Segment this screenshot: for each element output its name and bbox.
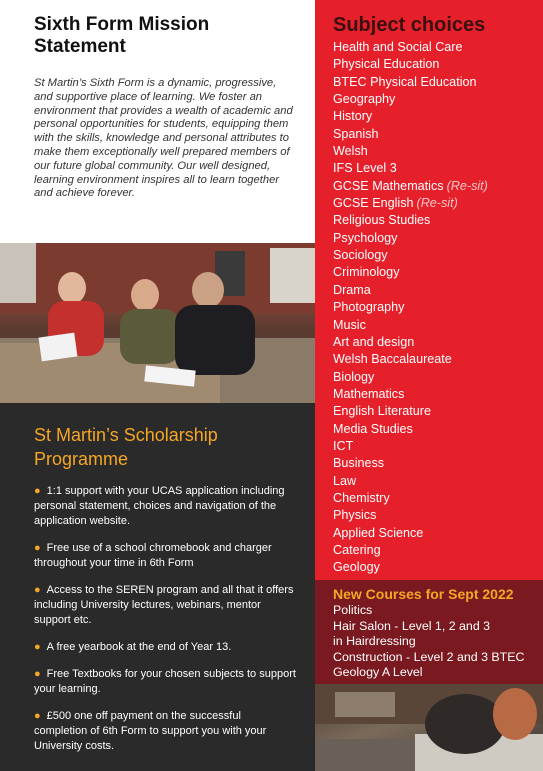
students-photo <box>0 243 315 403</box>
bullet-icon: ● <box>34 710 41 722</box>
list-item: Construction - Level 2 and 3 BTEC <box>333 649 525 664</box>
subject-item: GCSE Mathematics (Re-sit) <box>333 178 488 193</box>
subject-item: Mathematics <box>333 386 405 401</box>
bullet-icon: ● <box>34 641 41 653</box>
subject-item: Applied Science <box>333 525 424 540</box>
subjects-list <box>333 39 488 577</box>
subject-item: Law <box>333 473 357 488</box>
subject-item: Photography <box>333 300 405 315</box>
list-item: ● 1:1 support with your UCAS application including personal statement, choices and navigation of the application website. <box>34 485 285 527</box>
subject-item: Catering <box>333 542 381 557</box>
scholarship-programme <box>0 403 315 771</box>
subject-item: Media Studies <box>333 421 413 436</box>
subject-item: Physical Education <box>333 57 440 72</box>
subject-item: Geology <box>333 560 380 575</box>
list-item: in Hairdressing <box>333 634 416 649</box>
list-item: ● A free yearbook at the end of Year 13. <box>34 641 232 653</box>
subject-item: Criminology <box>333 265 400 280</box>
subject-item: English Literature <box>333 404 432 419</box>
new-courses-list <box>333 603 524 681</box>
subject-item: Spanish <box>333 126 379 141</box>
subject-item: Health and Social Care <box>333 40 463 54</box>
subject-item: ICT <box>333 438 354 453</box>
subject-item: Art and design <box>333 334 415 349</box>
subject-item: Physics <box>333 508 377 523</box>
bullet-icon: ● <box>34 542 41 554</box>
students-photo-illustration <box>0 243 315 403</box>
list-item: Hair Salon - Level 1, 2 and 3 <box>333 618 491 633</box>
list-item: ● Free use of a school chromebook and charger throughout your time in 6th Form <box>34 542 272 569</box>
subject-item: Drama <box>333 282 371 297</box>
subject-item: Welsh Baccalaureate <box>333 352 452 367</box>
resit-note: (Re-sit) <box>446 178 488 193</box>
bullet-icon: ● <box>34 584 41 596</box>
scholarship-list <box>34 484 296 766</box>
subject-item: Chemistry <box>333 490 390 505</box>
new-courses <box>315 580 543 684</box>
classroom-photo-illustration <box>315 684 543 771</box>
mission-title: Sixth Form Mission Statement <box>34 14 210 57</box>
bullet-icon: ● <box>34 668 41 680</box>
subject-item: Religious Studies <box>333 213 431 228</box>
subject-item: Business <box>333 456 385 471</box>
subject-item: Sociology <box>333 248 388 263</box>
mission-body: St Martin’s Sixth Form is a dynamic, progressive, and supportive place of learning. We foster an environment that provides a wealth of academic and personal opportunities for students, equipping them with the skills, knowledge and personal attributes to make them exceptionally well prepared members of our future global community. Our well designed, learning environment inspires all to learn together and achieve forever. <box>34 77 293 200</box>
resit-note: (Re-sit) <box>416 196 458 211</box>
subject-item: Geography <box>333 92 396 107</box>
subject-item: IFS Level 3 <box>333 161 397 176</box>
list-item: ● Access to the SEREN program and all that it offers including University lectures, webinars, mentor support etc. <box>34 584 294 626</box>
subjects-title: Subject choices <box>333 14 486 36</box>
subject-item: Music <box>333 317 366 332</box>
subject-item: Biology <box>333 369 375 384</box>
subject-item: Psychology <box>333 230 398 245</box>
subject-choices-panel <box>315 0 543 771</box>
subject-item: Welsh <box>333 144 368 159</box>
scholarship-title: St Martin’s Scholarship Programme <box>34 425 218 469</box>
new-courses-title: New Courses for Sept 2022 <box>333 586 514 602</box>
classroom-photo <box>315 684 543 771</box>
subject-item: GCSE English (Re-sit) <box>333 196 458 211</box>
mission-statement <box>0 0 315 243</box>
subject-item: History <box>333 109 373 124</box>
subject-item: BTEC Physical Education <box>333 74 477 89</box>
list-item: Geology A Level <box>333 665 423 680</box>
list-item: Politics <box>333 603 373 617</box>
list-item: ● £500 one off payment on the successful completion of 6th Form to support you with your University costs. <box>34 710 267 752</box>
list-item: ● Free Textbooks for your chosen subjects to support your learning. <box>34 668 296 695</box>
bullet-icon: ● <box>34 485 41 497</box>
